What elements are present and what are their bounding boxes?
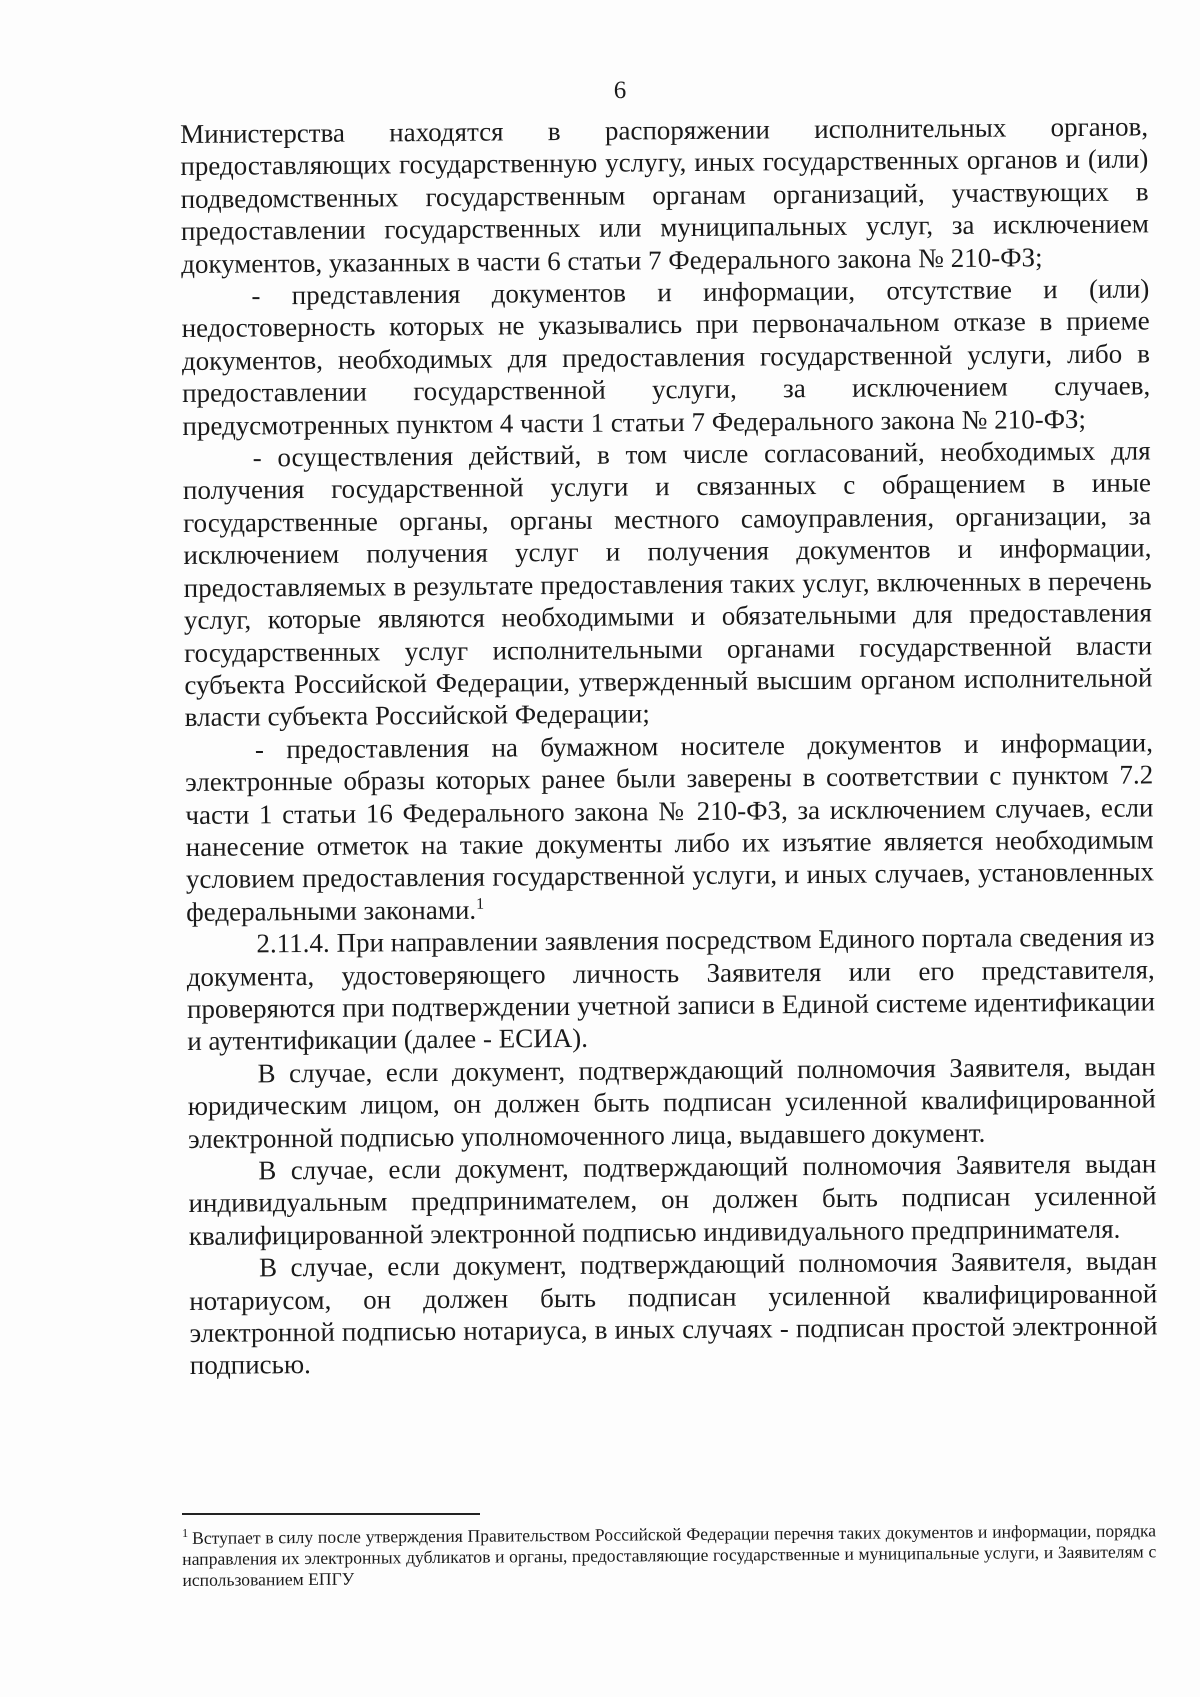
footnote-text: Вступает в силу после утверждения Правительством Российской Федерации перечня таких документов и информации, порядка направления их электронных дубликатов и органы, предоставляющие государственные и муниципальные услуги, и Заявителям с использованием ЕПГУ xyxy=(182,1520,1157,1590)
page-number: 6 xyxy=(613,77,627,104)
paragraph-list-item: - представления документов и информации, отсутствие и (или) недостоверность которых не указывались при первоначальном отказе в приеме документов, необходимых для предоставления государственной услуги, либо в предоставлении государственной услуги, за исключением случаев, предусмотренных пунктом 4 части 1 статьи 7 Федерального закона № 210-ФЗ; xyxy=(181,273,1151,441)
paragraph: В случае, если документ, подтверждающий полномочия Заявителя выдан индивидуальным предпринимателем, он должен быть подписан усиленной квалифицированной электронной подписью индивидуального предпринимателя. xyxy=(188,1148,1157,1251)
paragraph-text: - предоставления на бумажном носителе документов и информации, электронные образы которых ранее были заверены в соответствии с пунктом 7.2 части 1 статьи 16 Федерального закона № 210-ФЗ, за исключением случаев, если нанесение отметок на такие документы либо их изъятие является необходимым условием предоставления государственной услуги, и иных случаев, установленных федеральными законами. xyxy=(185,727,1155,927)
paragraph-list-item xyxy=(185,726,1154,928)
document-body xyxy=(180,110,1158,1381)
paragraph: В случае, если документ, подтверждающий полномочия Заявителя, выдан нотариусом, он должен быть подписан усиленной квалифицированной электронной подписью нотариуса, в иных случаях - подписан простой электронной подписью. xyxy=(189,1245,1158,1381)
paragraph: В случае, если документ, подтверждающий полномочия Заявителя, выдан юридическим лицом, он должен быть подписан усиленной квалифицированной электронной подписью уполномоченного лица, выдавшего документ. xyxy=(187,1051,1156,1154)
paragraph-continuation: Министерства находятся в распоряжении исполнительных органов, предоставляющих государственную услугу, иных государственных органов и (или) подведомственных государственным органам организаций, участвующих в предоставлении государственных или муниципальных услуг, за исключением документов, указанных в части 6 статьи 7 Федерального закона № 210-ФЗ; xyxy=(180,111,1149,279)
paragraph-section-2-11-4: 2.11.4. При направлении заявления посредством Единого портала сведения из документа, удостоверяющего личность Заявителя или его представителя, проверяются при подтверждении учетной записи в Единой системе идентификации и аутентификации (далее - ЕСИА). xyxy=(186,921,1156,1057)
footnote-paragraph xyxy=(182,1520,1156,1591)
footnote xyxy=(182,1520,1156,1591)
footnote-marker: 1 xyxy=(181,1526,189,1541)
footnote-reference: 1 xyxy=(475,895,485,913)
footnote-separator xyxy=(182,1513,480,1515)
paragraph-list-item: - осуществления действий, в том числе согласований, необходимых для получения государственной услуги и связанных с обращением в иные государственные органы, органы местного самоуправления, организации, за исключением получения услуг и получения документов и информации, предоставляемых в результате предоставления таких услуг, включенных в перечень услуг, которые являются необходимыми и обязательными для предоставления государственных услуг исполнительными органами государственной власти субъекта Российской Федерации, утвержденный высшим органом исполнительной власти субъекта Российской Федерации; xyxy=(182,435,1153,733)
